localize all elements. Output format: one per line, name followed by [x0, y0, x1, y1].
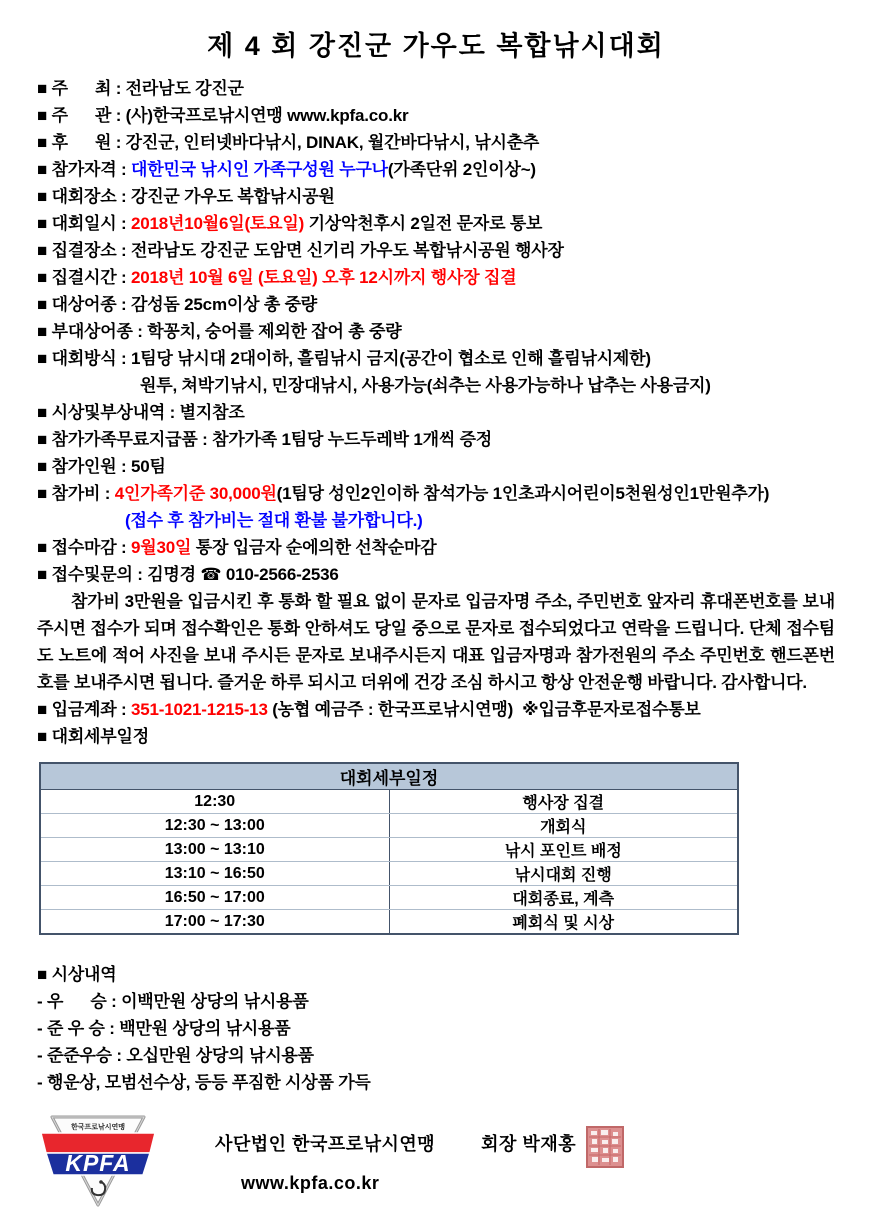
text-segment: (접수 후 참가비는 절대 환불 불가합니다.): [125, 511, 423, 530]
kpfa-logo-icon: [37, 1108, 159, 1212]
text-line: [37, 264, 835, 291]
text-line: [37, 399, 835, 426]
event-cell: 낚시대회 진행: [389, 862, 738, 886]
text-segment: ■ 주 최 : 전라남도 강진군: [37, 79, 244, 98]
event-cell: 행사장 집결: [389, 790, 738, 814]
text-line: [37, 561, 835, 588]
info-list: [37, 75, 835, 588]
text-segment: ■ 참가자격 :: [37, 160, 131, 179]
award-item: - 우 승 : 이백만원 상당의 낚시용품: [37, 992, 309, 1011]
registration-paragraph: 참가비 3만원을 입금시킨 후 통화 할 필요 없이 문자로 입금자명 주소, 주민번호 앞자리 휴대폰번호를 보내주시면 접수가 되며 접수확인은 통화 안하셔도 당일 중으로 문자로 접수되었다고 연락을 드립니다. 단체 접수팀도 노트에 적어 사진을 보내 주시든 문자로 보내주시든지 대표 입금자명과 참가전원의 주소 주민번호 핸드폰번호를 보내주시면 됩니다. 즐거운 하루 되시고 더위에 건강 조심 하시고 항상 안전운행 바랍니다. 감사합니다.: [37, 592, 835, 692]
awards-section: [37, 961, 835, 1096]
text-segment: ■ 참가인원 : 50팀: [37, 457, 166, 476]
text-line: [37, 426, 835, 453]
event-cell: 개회식: [389, 814, 738, 838]
time-cell: 17:00 ~ 17:30: [40, 910, 389, 935]
text-segment: ■ 접수및문의 : 김명경 ☎ 010-2566-2536: [37, 565, 339, 584]
schedule-table: [39, 762, 739, 935]
text-segment: (가족단위 2인이상~): [387, 160, 536, 179]
text-segment: ■ 입금계좌 :: [37, 700, 131, 719]
time-cell: 16:50 ~ 17:00: [40, 886, 389, 910]
text-line: [37, 183, 835, 210]
table-row: [40, 886, 738, 910]
award-item: - 준준우승 : 오십만원 상당의 낚시용품: [37, 1046, 314, 1065]
table-row: [40, 862, 738, 886]
text-segment: 4인가족기준 30,000원: [114, 484, 277, 503]
time-cell: 12:30 ~ 13:00: [40, 814, 389, 838]
text-line: [37, 156, 835, 183]
time-cell: 13:10 ~ 16:50: [40, 862, 389, 886]
logo-acronym: KPFA: [65, 1150, 131, 1176]
text-segment: ■ 시상및부상내역 : 별지참조: [37, 403, 245, 422]
event-cell: 낚시 포인트 배정: [389, 838, 738, 862]
text-segment: ■ 접수마감 :: [37, 538, 131, 557]
text-line: [37, 345, 835, 372]
text-segment: 9월30일: [131, 538, 192, 557]
text-segment: 2018년 10월 6일 (토요일) 오후 12시까지 행사장 집결: [131, 268, 517, 287]
text-line: [37, 507, 835, 534]
text-segment: ■ 대상어종 : 감성돔 25cm이상 총 중량: [37, 295, 318, 314]
event-cell: 폐회식 및 시상: [389, 910, 738, 935]
footer: [37, 1108, 835, 1212]
table-row: [40, 910, 738, 935]
text-segment: ■ 주 관 : (사)한국프로낚시연맹 www.kpfa.co.kr: [37, 106, 409, 125]
schedule-section: [37, 762, 835, 935]
text-line: [37, 75, 835, 102]
text-line: [37, 696, 835, 723]
text-segment: (농협 예금주 : 한국프로낚시연맹) ※입금후문자로접수통보: [267, 700, 701, 719]
text-line: [37, 453, 835, 480]
text-segment: ■ 대회방식 : 1팀당 낚시대 2대이하, 흘림낚시 금지(공간이 협소로 인해 흘림낚시제한): [37, 349, 651, 368]
text-line: [37, 102, 835, 129]
text-line: [37, 723, 835, 750]
text-line: [37, 372, 835, 399]
text-segment: 기상악천후시 2일전 문자로 통보: [304, 214, 543, 233]
table-row: [40, 814, 738, 838]
text-segment: ■ 집결장소 : 전라남도 강진군 도암면 신기리 가우도 복합낚시공원 행사장: [37, 241, 564, 260]
text-segment: 통장 입금자 순에의한 선착순마감: [191, 538, 437, 557]
award-item: - 준 우 승 : 백만원 상당의 낚시용품: [37, 1019, 291, 1038]
footer-text: [215, 1108, 624, 1194]
text-segment: ■ 참가가족무료지급품 : 참가가족 1팀당 누드두레박 1개씩 증정: [37, 430, 493, 449]
text-segment: 원투, 쳐박기낚시, 민장대낚시, 사용가능(쇠추는 사용가능하나 납추는 사용금지): [140, 376, 711, 395]
text-segment: ■ 부대상어종 : 학꽁치, 숭어를 제외한 잡어 총 중량: [37, 322, 402, 341]
text-segment: ■ 참가비 :: [37, 484, 115, 503]
text-line: [37, 129, 835, 156]
award-item: - 행운상, 모범선수상, 등등 푸짐한 시상품 가득: [37, 1073, 371, 1092]
text-line: [37, 237, 835, 264]
text-line: [37, 480, 835, 507]
website-url: www.kpfa.co.kr: [241, 1173, 380, 1193]
text-segment: ■ 후 원 : 강진군, 인터넷바다낚시, DINAK, 월간바다낚시, 낚시춘추: [37, 133, 540, 152]
text-line: [37, 210, 835, 237]
table-title: 대회세부일정: [40, 763, 738, 790]
table-row: [40, 790, 738, 814]
red-seal-stamp-icon: [586, 1126, 624, 1168]
text-segment: 대한민국 낚시인 가족구성원 누구나: [131, 160, 388, 179]
text-segment: ■ 집결시간 :: [37, 268, 131, 287]
text-line: [37, 291, 835, 318]
text-segment: ■ 대회세부일정: [37, 727, 149, 746]
event-cell: 대회종료, 계측: [389, 886, 738, 910]
table-header-row: [40, 763, 738, 790]
text-segment: 2018년10월6일(토요일): [131, 214, 305, 233]
page-title: 제 4 회 강진군 가우도 복합낚시대회: [207, 31, 665, 61]
logo-top-text: 한국프로낚시연맹: [70, 1124, 126, 1131]
time-cell: 13:00 ~ 13:10: [40, 838, 389, 862]
org-name: 사단법인 한국프로낚시연맹: [215, 1134, 436, 1154]
time-cell: 12:30: [40, 790, 389, 814]
president-name: 회장 박재홍: [481, 1134, 577, 1154]
text-segment: (1팀당 성인2인이하 참석가능 1인초과시어린이5천원성인1만원추가): [276, 484, 770, 503]
awards-list: [37, 988, 835, 1096]
awards-heading: ■ 시상내역: [37, 965, 117, 984]
text-segment: ■ 대회장소 : 강진군 가우도 복합낚시공원: [37, 187, 335, 206]
text-segment: ■ 대회일시 :: [37, 214, 131, 233]
text-line: [37, 534, 835, 561]
text-line: [37, 318, 835, 345]
table-row: [40, 838, 738, 862]
account-and-schedule-heading: [37, 696, 835, 750]
text-segment: 351-1021-1215-13: [131, 700, 268, 719]
